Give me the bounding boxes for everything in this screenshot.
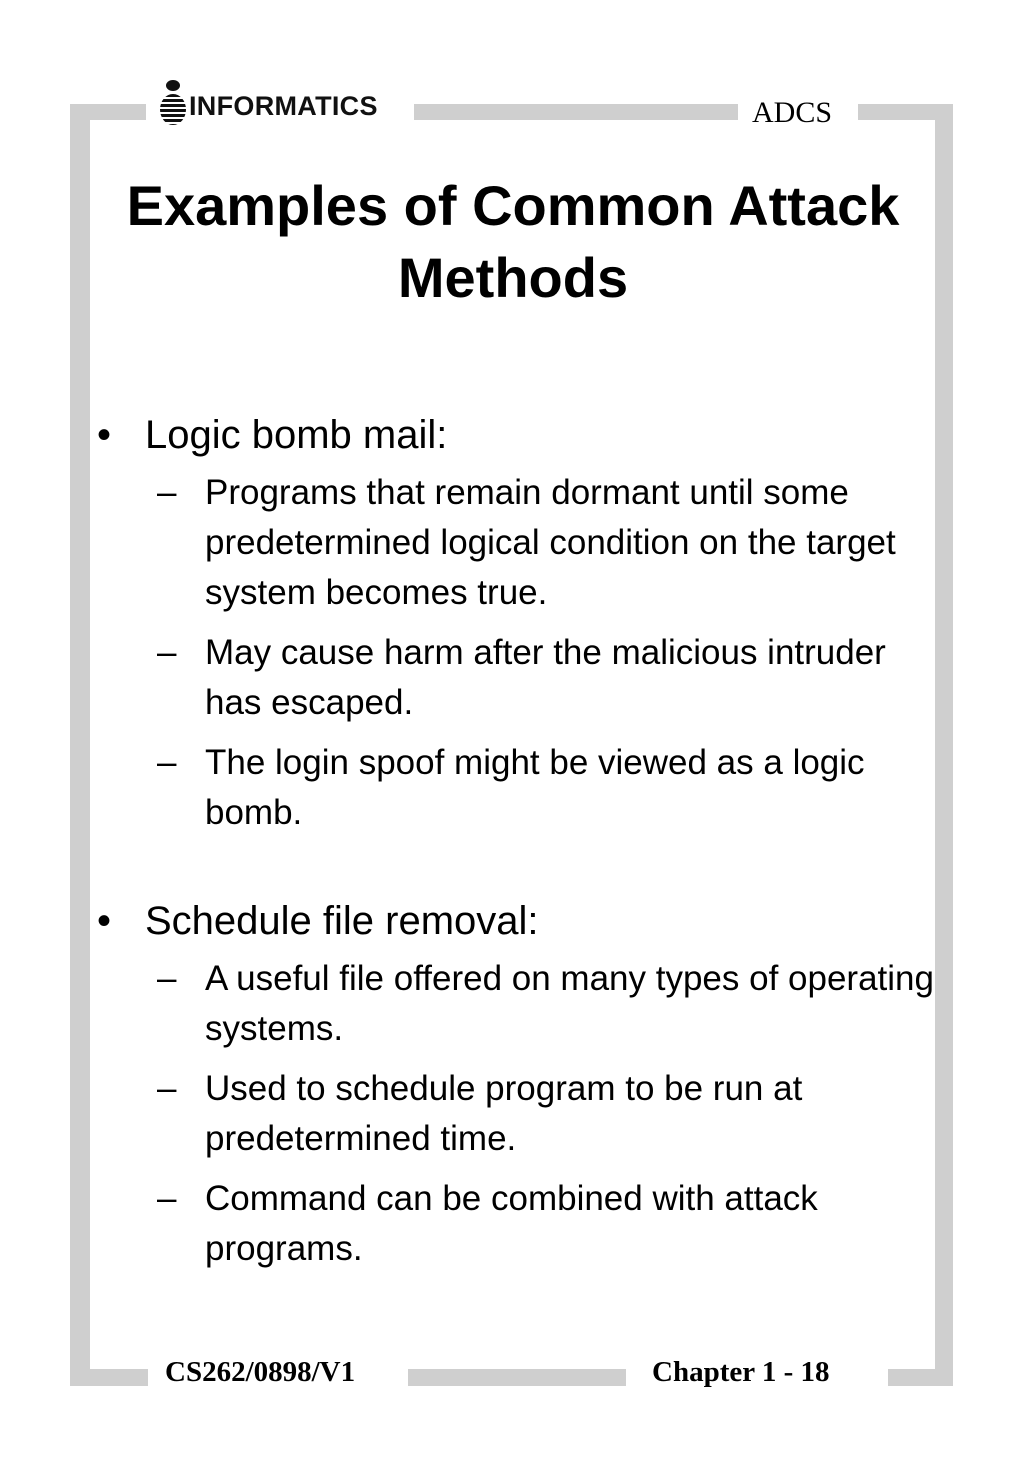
footer-course-code: CS262/0898/V1 [165,1356,356,1388]
slide-title-line-2: Methods [397,246,629,309]
slide-content [95,410,935,1284]
sub-list [95,468,935,838]
footer-page-label: Chapter 1 - 18 [652,1356,830,1388]
frame-bottom-right-segment [888,1369,953,1386]
sub-item-text: May cause harm after the malicious intruder has escaped. [205,633,886,722]
bullet-heading: Schedule file removal: [145,899,539,943]
informatics-logo [160,80,378,126]
frame-bottom-left-segment [70,1369,148,1386]
bullet-schedule-file-removal [95,896,935,946]
frame-top-middle-segment [414,104,738,120]
bullet-heading: Logic bomb mail: [145,413,448,457]
sub-item: – May cause harm after the malicious intruder has escaped. [157,633,886,722]
frame-right-border [935,104,953,1386]
bullet-marker: • [97,899,112,943]
sub-item: – Used to schedule program to be run at predetermined time. [157,1069,803,1158]
frame-bottom-middle-segment [408,1369,626,1386]
frame-left-border [70,104,90,1386]
slide-title-line-1: Examples of Common Attack [126,174,900,237]
sub-list [95,954,935,1274]
sub-item-text: Command can be combined with attack programs. [205,1179,818,1268]
header-tag: ADCS [752,96,833,129]
sub-item-text: A useful file offered on many types of operating systems. [205,959,934,1048]
logo-text: INFORMATICS [189,90,378,121]
slide-title [90,170,936,314]
sub-item: – The login spoof might be viewed as a logic bomb. [157,743,865,832]
sub-item-text: The login spoof might be viewed as a logic bomb. [205,743,865,832]
sub-item: – A useful file offered on many types of operating systems. [157,959,934,1048]
informatics-logo-icon [160,80,186,126]
sub-item-text: Programs that remain dormant until some predetermined logical condition on the target system becomes true. [205,473,896,612]
bullet-marker: • [97,413,112,457]
sub-item: – Programs that remain dormant until some predetermined logical condition on the target system becomes true. [157,473,896,612]
sub-item-text: Used to schedule program to be run at predetermined time. [205,1069,803,1158]
sub-item: – Command can be combined with attack programs. [157,1179,818,1268]
bullet-logic-bomb-mail [95,410,935,460]
